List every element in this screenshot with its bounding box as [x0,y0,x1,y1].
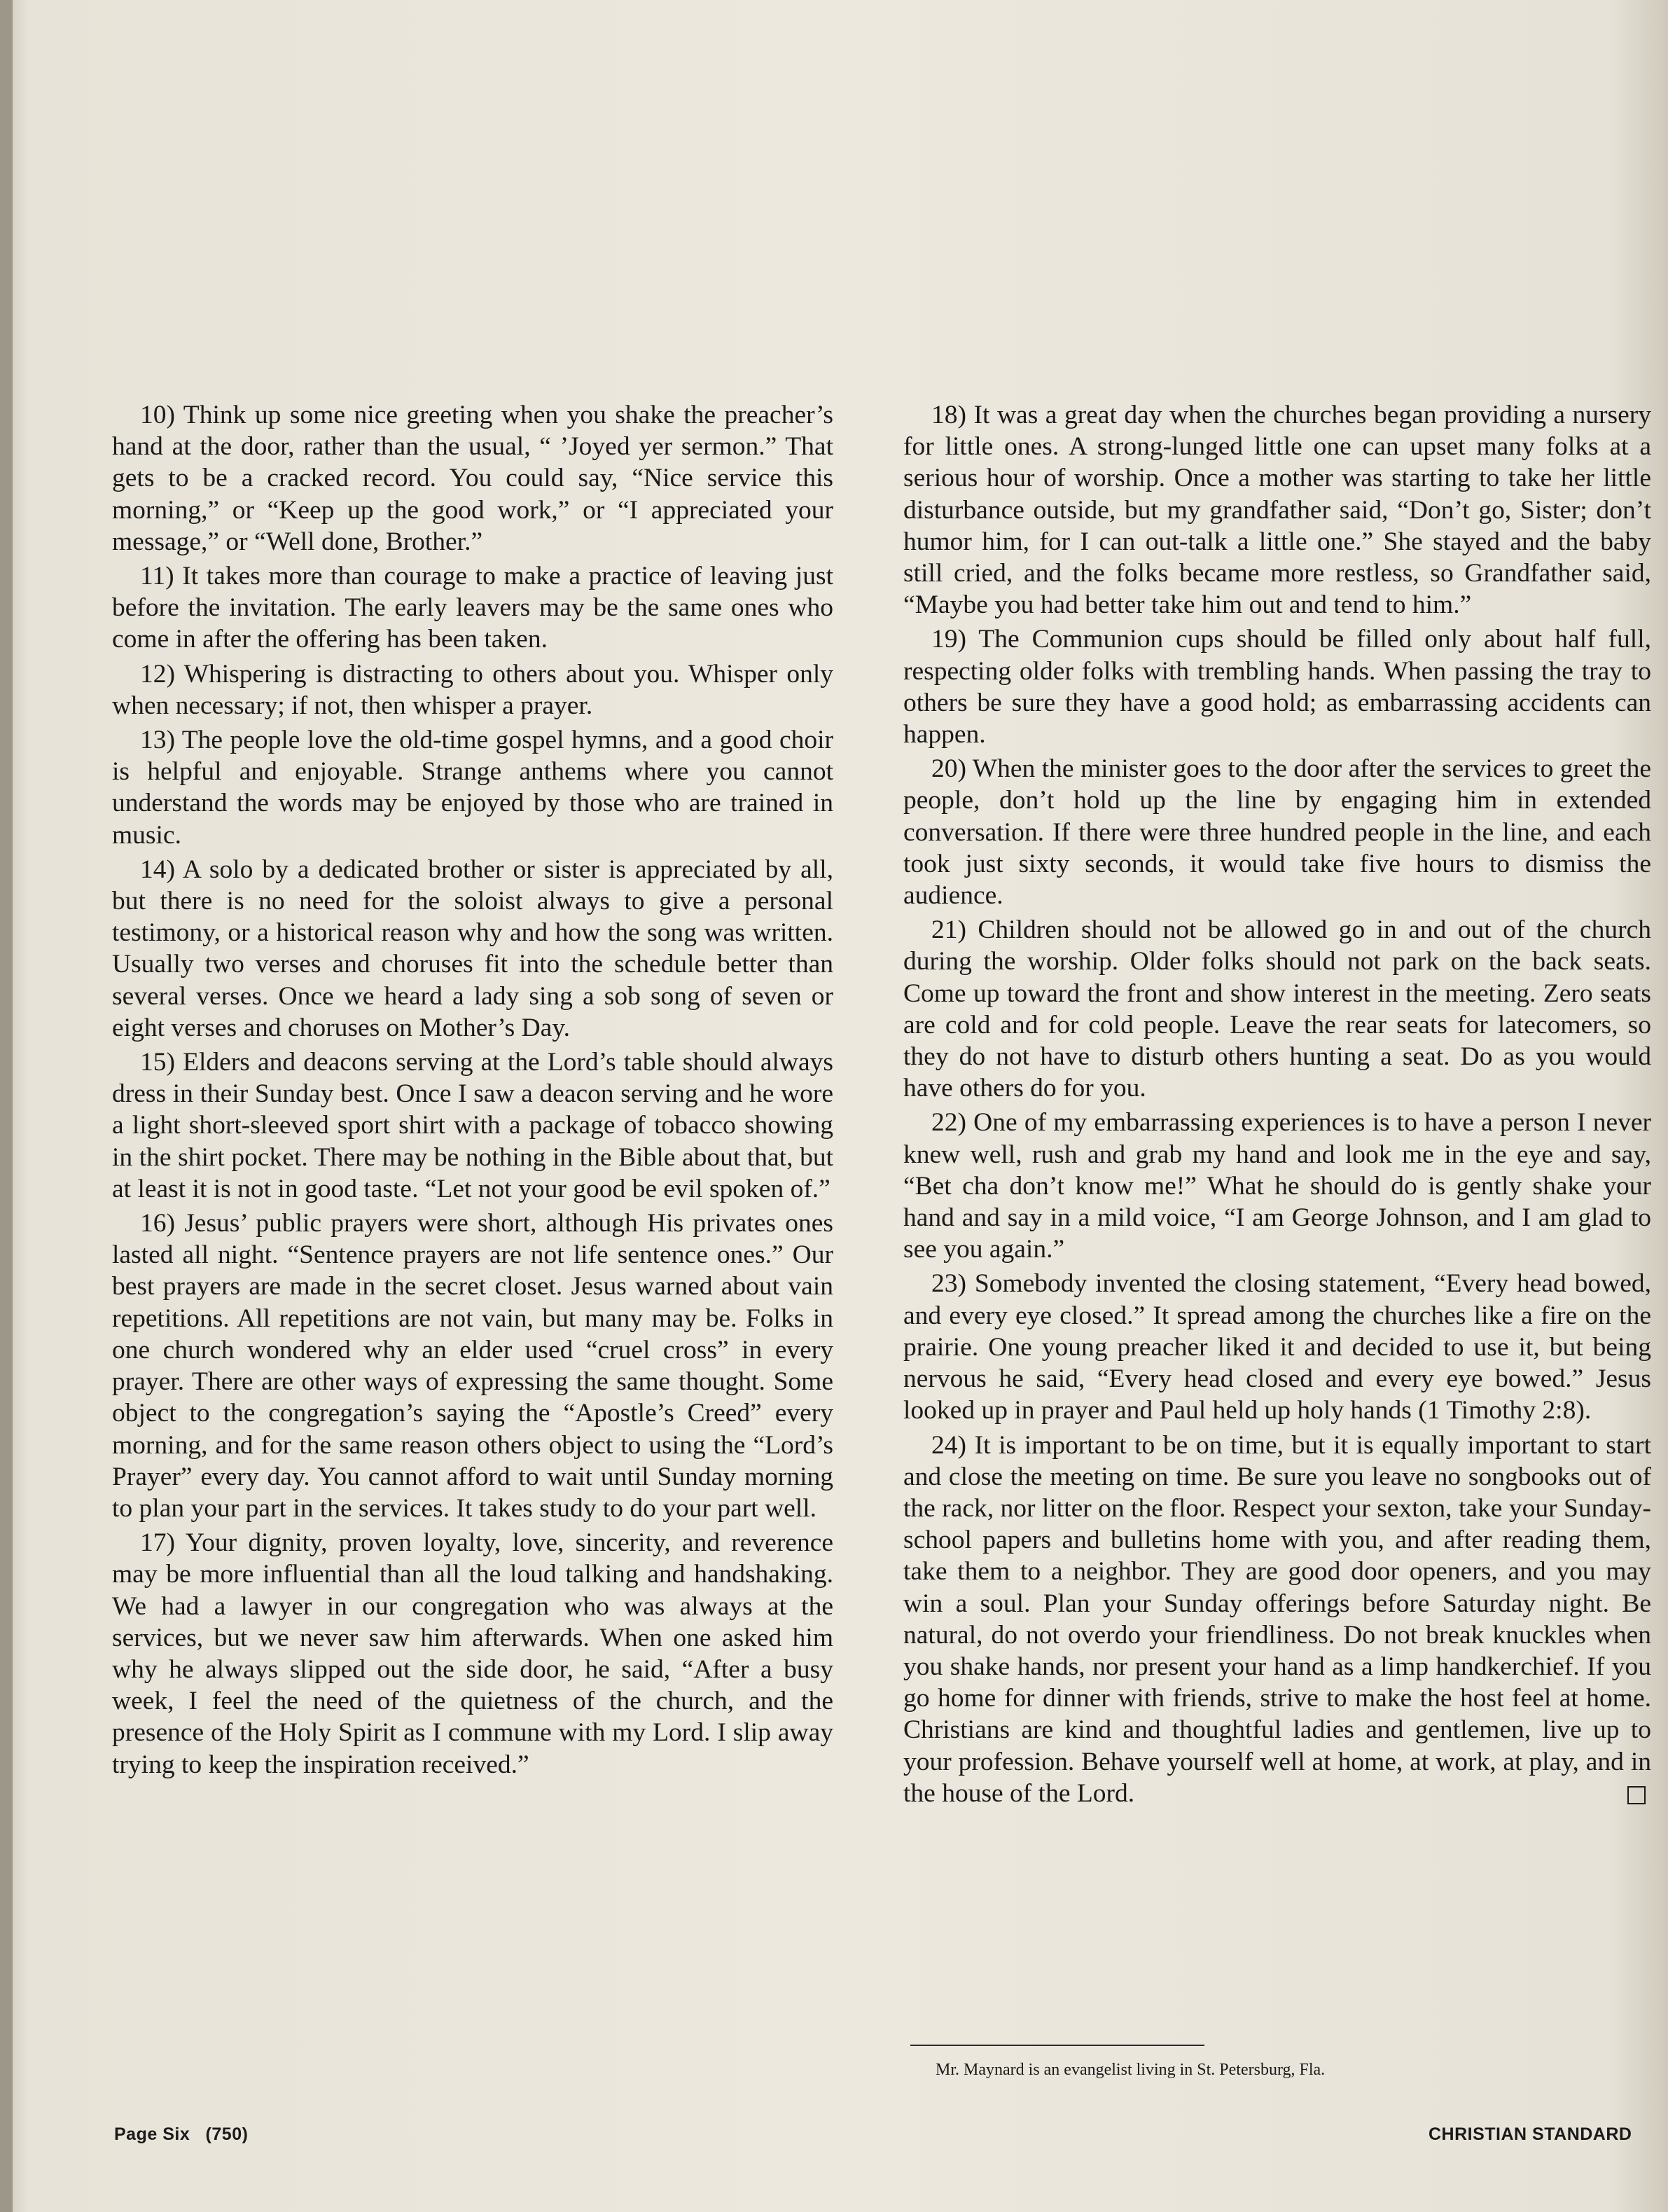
paragraph-24 [903,1430,1651,1809]
paragraph-17: 17) Your dignity, proven loyalty, love, sincerity, and reverence may be more influential than all the loud talking and handshaking. We had a lawyer in our congregation who was always at the services, but we never saw him afterwards. When one asked him why he always slipped out the side door, he said, “After a busy week, I feel the need of the quietness of the church, and the presence of the Holy Spirit as I commune with my Lord. I slip away trying to keep the inspiration received.” [112,1528,833,1779]
paragraph-23: 23) Somebody invented the closing statement, “Every head bowed, and every eye closed.” It spread among the churches like a fire on the prairie. One young preacher liked it and decided to use it, but being nervous he said, “Every head closed and every eye bowed.” Jesus looked up in prayer and Paul held up holy hands (1 Timothy 2:8). [903,1269,1651,1425]
paragraph-21: 21) Children should not be allowed go in and out of the church during the worship. Older folks should not park on the back seats. Come up toward the front and show interest in the meeting. Zero seats are cold and for cold people. Leave the rear seats for latecomers, so they do not have to disturb others hunting a seat. Do as you would have others do for you. [903,915,1651,1103]
left-text-column [112,399,833,1781]
publication-name: CHRISTIAN STANDARD [1429,2124,1632,2144]
end-of-article-icon [1627,1786,1646,1804]
bleed-through-title [490,200,1471,284]
right-text-column [903,399,1651,1809]
paragraph-20: 20) When the minister goes to the door after the services to greet the people, don’t hold up the line by engaging him in extended conversation. If there were three hundred people in the line, and each took just sixty seconds, it would take five hours to dismiss the audience. [903,754,1651,911]
paragraph-16: 16) Jesus’ public prayers were short, although His privates ones lasted all night. “Sentence prayers are not life sentence ones.” Our best prayers are made in the secret closet. Jesus warned about vain repetitions. All repetitions are not vain, but many may be. Folks in one church wondered why an elder used “cruel cross” in every prayer. There are other ways of expressing the same thought. Some object to the congregation’s saying the “Apostle’s Creed” every morning, and for the same reason others object to using the “Lord’s Prayer” every day. You cannot afford to wait until Sunday morning to plan your part in the services. It takes study to do your part well. [112,1209,833,1523]
paragraph-15: 15) Elders and deacons serving at the Lord’s table should always dress in their Sunday best. Once I saw a deacon serving and he wore a light short-sleeved sport shirt with a package of tobacco showing in the shirt pocket. There may be nothing in the Bible about that, but at least it is not in good taste. “Let not your good be evil spoken of.” [112,1048,833,1203]
paragraph-24-text: 24) It is important to be on time, but it is equally important to start and close the meeting on time. Be sure you leave no songbooks out of the rack, nor litter on the floor. Respect your sexton, take your Sunday-school papers and bulletins home with you, and after reading them, take them to a neighbor. They are good door openers, and you may win a soul. Plan your Sunday offerings before Saturday night. Be natural, do not overdo your friendliness. Do not break knuckles when you shake hands, nor present your hand as a limp handkerchief. If you go home for dinner with friends, strive to make the host feel at home. Christians are kind and thoughtful ladies and gentlemen, live up to your profession. Behave yourself well at home, at work, at play, and in the house of the Lord. [903,1430,1651,1808]
page-number: Page Six (750) [114,2124,249,2144]
paragraph-14: 14) A solo by a dedicated brother or sister is appreciated by all, but there is no need for the soloist always to give a personal testimony, or a historical reason why and how the song was written. Usually two verses and choruses fit into the schedule better than several verses. Once we heard a lady sing a sob song of seven or eight verses and choruses on Mother’s Day. [112,855,833,1042]
paragraph-18: 18) It was a great day when the churches began providing a nursery for little ones. A strong-lunged little one can upset many folks at a serious hour of worship. Once a mother was starting to take her little disturbance outside, but my grandfather said, “Don’t go, Sister; don’t humor him, for I can out-talk a little one.” She stayed and the baby still cried, and the folks became more restless, so Grandfather said, “Maybe you had better take him out and tend to him.” [903,401,1651,620]
binding-edge [0,0,13,2212]
paragraph-13: 13) The people love the old-time gospel hymns, and a good choir is helpful and enjoyable. Strange anthems where you cannot understand the words may be enjoyed by those who are trained in music. [112,726,833,850]
paragraph-22: 22) One of my embarrassing experiences is to have a person I never knew well, rush and grab my hand and look me in the eye and say, “Bet cha don’t know me!” What he should do is gently shake your hand and say in a mild voice, “I am George Johnson, and I am glad to see you again.” [903,1108,1651,1264]
paragraph-19: 19) The Communion cups should be filled only about half full, respecting older folks with trembling hands. When passing the tray to others be sure they have a good hold; as embarrassing accidents can happen. [903,625,1651,749]
paragraph-11: 11) It takes more than courage to make a practice of leaving just before the invitation. The early leavers may be the same ones who come in after the offering has been taken. [112,562,833,654]
paragraph-12: 12) Whispering is distracting to others about you. Whisper only when necessary; if not, then whisper a prayer. [112,659,833,720]
footnote-rule [910,2045,1204,2046]
author-note: Mr. Maynard is an evangelist living in St. Petersburg, Fla. [936,2061,1326,2079]
paragraph-10: 10) Think up some nice greeting when you shake the preacher’s hand at the door, rather than the usual, “ ’Joyed yer sermon.” That gets to be a cracked record. You could say, “Nice service this morning,” or “Keep up the good work,” or “I appreciated your message,” or “Well done, Brother.” [112,401,833,556]
